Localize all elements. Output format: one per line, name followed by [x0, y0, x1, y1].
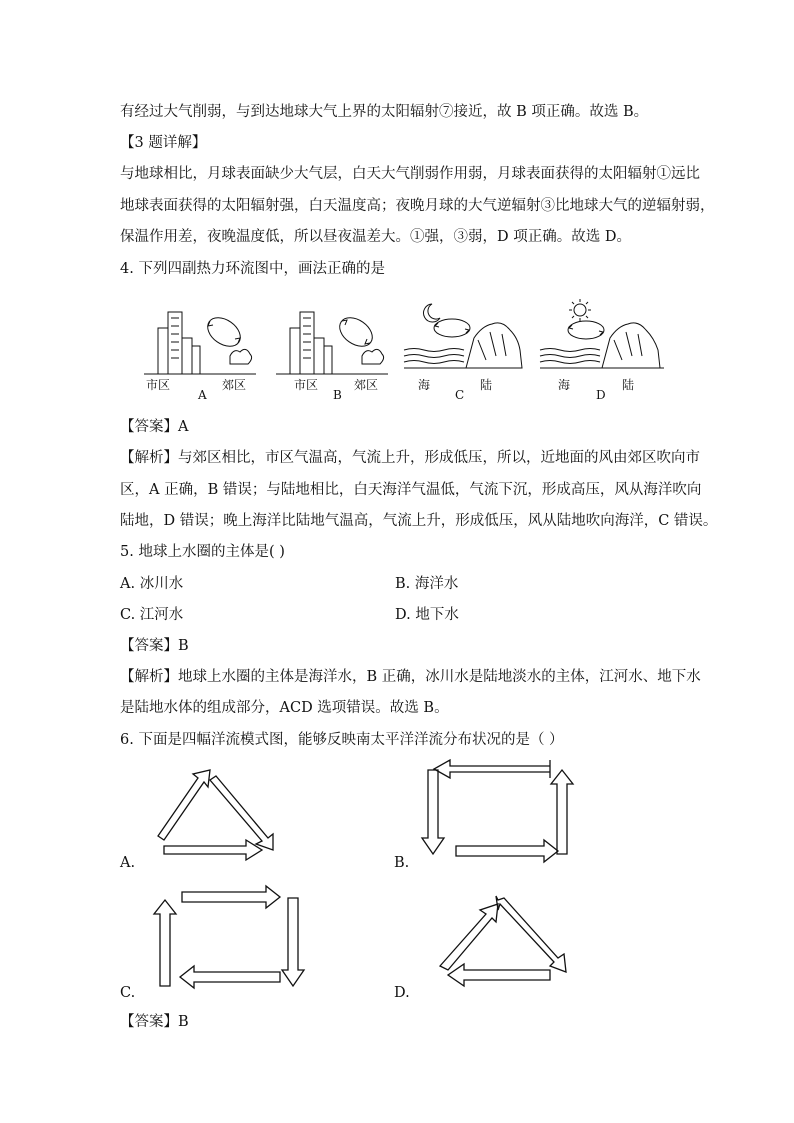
moon-icon [424, 304, 440, 322]
q4-c-letter: C [455, 388, 465, 402]
q3-line-3: 保温作用差，夜晚温度低，所以昼夜温差大。①强，③弱，D 项正确。故选 D。 [120, 229, 631, 245]
q4-answer: 【答案】A [120, 419, 189, 435]
q4-analysis-2: 区，A 正确，B 错误；与陆地相比，白天海洋气温低，气流下沉，形成高压，风从海洋吹向 [120, 482, 702, 498]
q4-analysis-1: 【解析】与郊区相比，市区气温高，气流上升，形成低压，所以，近地面的风由郊区吹向市 [120, 450, 700, 466]
q6-label-a: A. [120, 855, 136, 871]
q4-analysis-3: 陆地，D 错误；晚上海洋比陆地气温高，气流上升，形成低压，风从陆地吹向海洋，C 错误。 [120, 513, 718, 529]
q6-label-b: B. [394, 855, 410, 871]
q4-stem: 4. 下列四副热力环流图中，画法正确的是 [120, 261, 385, 277]
q6-label-d: D. [394, 985, 410, 1001]
q6-diagram-d [438, 896, 578, 986]
q5-option-c: C. 江河水 [120, 607, 184, 623]
q6-diagram-c [154, 886, 314, 990]
q3-line-1: 与地球相比，月球表面缺少大气层，白天大气削弱作用弱，月球表面获得的太阳辐射①远比 [120, 166, 700, 182]
q4-b-letter: B [333, 388, 342, 402]
q5-option-a: A. 冰川水 [120, 576, 184, 592]
intro-line: 有经过大气削弱，与到达地球大气上界的太阳辐射⑦接近，故 B 项正确。故选 B。 [120, 104, 649, 120]
q4-a-left-label: 市区 [146, 378, 171, 392]
q4-d-right-label: 陆 [622, 378, 635, 392]
q5-stem: 5. 地球上水圈的主体是( ) [120, 544, 285, 560]
sun-icon [569, 299, 591, 321]
q6-answer: 【答案】B [120, 1014, 189, 1030]
q6-diagram-a [148, 770, 278, 860]
q5-answer: 【答案】B [120, 638, 189, 654]
q5-option-b: B. 海洋水 [395, 576, 459, 592]
q4-c-left-label: 海 [418, 378, 431, 392]
q4-d-letter: D [596, 388, 606, 402]
q3-heading: 【3 题详解】 [120, 135, 207, 151]
q5-analysis-2: 是陆地水体的组成部分，ACD 选项错误。故选 B。 [120, 700, 449, 716]
q6-diagram-b [422, 764, 578, 864]
q4-b-right-label: 郊区 [354, 378, 379, 392]
q4-b-left-label: 市区 [294, 378, 319, 392]
q4-a-letter: A [198, 388, 207, 402]
q3-line-2: 地球表面获得的太阳辐射强，白天温度高；夜晚月球的大气逆辐射③比地球大气的逆辐射弱， [120, 198, 715, 214]
q5-option-d: D. 地下水 [395, 607, 459, 623]
q4-c-right-label: 陆 [480, 378, 493, 392]
q6-label-c: C. [120, 985, 136, 1001]
q5-analysis-1: 【解析】地球上水圈的主体是海洋水，B 正确，冰川水是陆地淡水的主体，江河水、地下水 [120, 669, 701, 685]
q4-d-left-label: 海 [558, 378, 571, 392]
q6-stem: 6. 下面是四幅洋流模式图，能够反映南太平洋洋流分布状况的是（ ） [120, 732, 564, 748]
q4-a-right-label: 郊区 [222, 378, 247, 392]
